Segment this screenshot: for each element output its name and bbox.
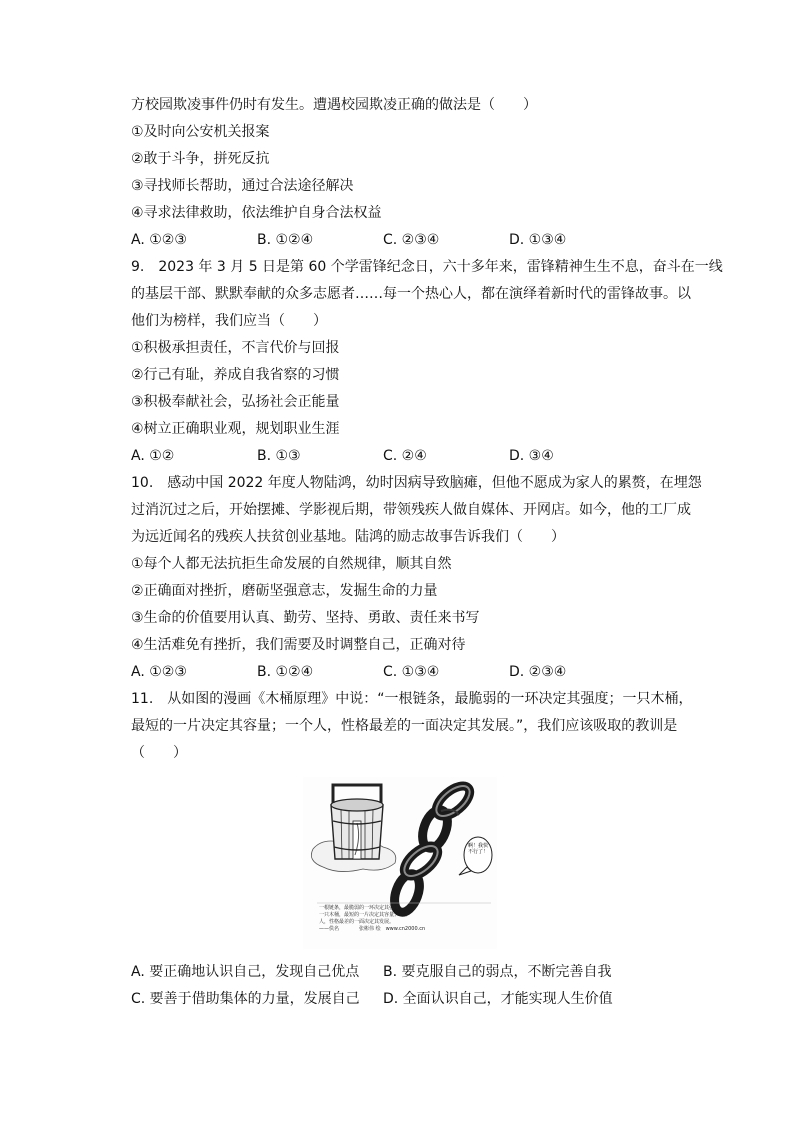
- option-b[interactable]: B. ①②④: [257, 232, 314, 248]
- option-c[interactable]: C. ①③④: [383, 664, 440, 680]
- question-11-stem: 11. 从如图的漫画《木桶原理》中说：“一根链条，最脆弱的一环决定其强度；一只木桶，: [131, 691, 693, 707]
- chain: [390, 780, 475, 915]
- statement: ④寻求法律救助，依法维护自身合法权益: [131, 205, 382, 221]
- question-8-stem: 方校园欺凌事件仍时有发生。遭遇校园欺凌正确的做法是（ ）: [131, 97, 537, 113]
- statement: ③生命的价值要用认真、勤劳、坚持、勇敢、责任来书写: [131, 610, 480, 626]
- question-9-stem: 的基层干部、默默奉献的众多志愿者……每一个热心人，都在演绎着新时代的雷锋故事。以: [131, 286, 691, 302]
- question-9: [131, 254, 723, 470]
- statement: ④树立正确职业观，规划职业生涯: [131, 421, 340, 437]
- option-c[interactable]: C. ②③④: [383, 232, 440, 248]
- speech-bubble-text: 啊！我快不行了！: [467, 843, 488, 855]
- option-a[interactable]: A. ①②③: [131, 664, 187, 680]
- question-11: [131, 686, 691, 1013]
- statement: ②敢于斗争，拼死反抗: [131, 151, 270, 167]
- option-a[interactable]: A. ①②: [131, 448, 175, 464]
- statement: ①积极承担责任，不言代价与回报: [131, 340, 340, 356]
- barrel-principle-cartoon: [303, 777, 497, 949]
- option-a[interactable]: A. ①②③: [131, 232, 187, 248]
- option-b[interactable]: B. ①②④: [257, 664, 314, 680]
- question-10-stem: 过消沉过之后，开始摆摊、学影视后期，带领残疾人做自媒体、开网店。如今，他的工厂成: [131, 502, 691, 518]
- question-11-options-row-2: [131, 986, 691, 1013]
- option-c[interactable]: C. 要善于借助集体的力量，发展自己: [131, 991, 360, 1007]
- statement: ③寻找师长帮助，通过合法途径解决: [131, 178, 354, 194]
- option-a[interactable]: A. 要正确地认识自己，发现自己优点: [131, 964, 360, 980]
- cartoon-caption: 一根链条，最脆弱的一环决定其强度； 一只木桶，最短的一片决定其容量；一个 人，性格最差的一面决定其发展。 ——佚名 张彬伟 绘 www.cn2000.cn: [319, 905, 426, 932]
- option-d[interactable]: D. ②③④: [509, 664, 567, 680]
- option-d[interactable]: D. ③④: [509, 448, 554, 464]
- option-b[interactable]: B. ①③: [257, 448, 301, 464]
- question-11-stem: （ ）: [131, 745, 187, 761]
- statement: ④生活难免有挫折，我们需要及时调整自己，正确对待: [131, 637, 466, 653]
- question-9-options: [131, 443, 691, 470]
- question-11-options-row-1: [131, 959, 691, 986]
- question-10-stem: 10. 感动中国 2022 年度人物陆鸿，幼时因病导致脑瘫，但他不愿成为家人的累赘，在埋怨: [131, 475, 702, 491]
- option-b[interactable]: B. 要克服自己的弱点，不断完善自我: [383, 964, 612, 980]
- question-10: [131, 470, 702, 686]
- statement: ②正确面对挫折，磨砺坚强意志，发掘生命的力量: [131, 583, 438, 599]
- question-9-stem: 他们为榜样，我们应当（ ）: [131, 313, 327, 329]
- question-11-stem: 最短的一片决定其容量；一个人，性格最差的一面决定其发展。”，我们应该吸取的教训是: [131, 718, 678, 734]
- question-10-options: [131, 659, 691, 686]
- option-d[interactable]: D. ①③④: [509, 232, 567, 248]
- statement: ①每个人都无法抗拒生命发展的自然规律，顺其自然: [131, 556, 452, 572]
- statement: ①及时向公安机关报案: [131, 124, 270, 140]
- statement: ③积极奉献社会，弘扬社会正能量: [131, 394, 340, 410]
- exam-page: [131, 92, 723, 1013]
- question-9-stem: 9. 2023 年 3 月 5 日是第 60 个学雷锋纪念日，六十多年来，雷锋精神生生不息，奋斗在一线: [131, 259, 723, 275]
- question-10-stem: 为远近闻名的残疾人扶贫创业基地。陆鸿的励志故事告诉我们（ ）: [131, 529, 565, 545]
- statement: ②行己有耻，养成自我省察的习惯: [131, 367, 340, 383]
- question-8: [131, 92, 691, 254]
- option-d[interactable]: D. 全面认识自己，才能实现人生价值: [383, 991, 613, 1007]
- question-8-options: [131, 227, 691, 254]
- option-c[interactable]: C. ②④: [383, 448, 427, 464]
